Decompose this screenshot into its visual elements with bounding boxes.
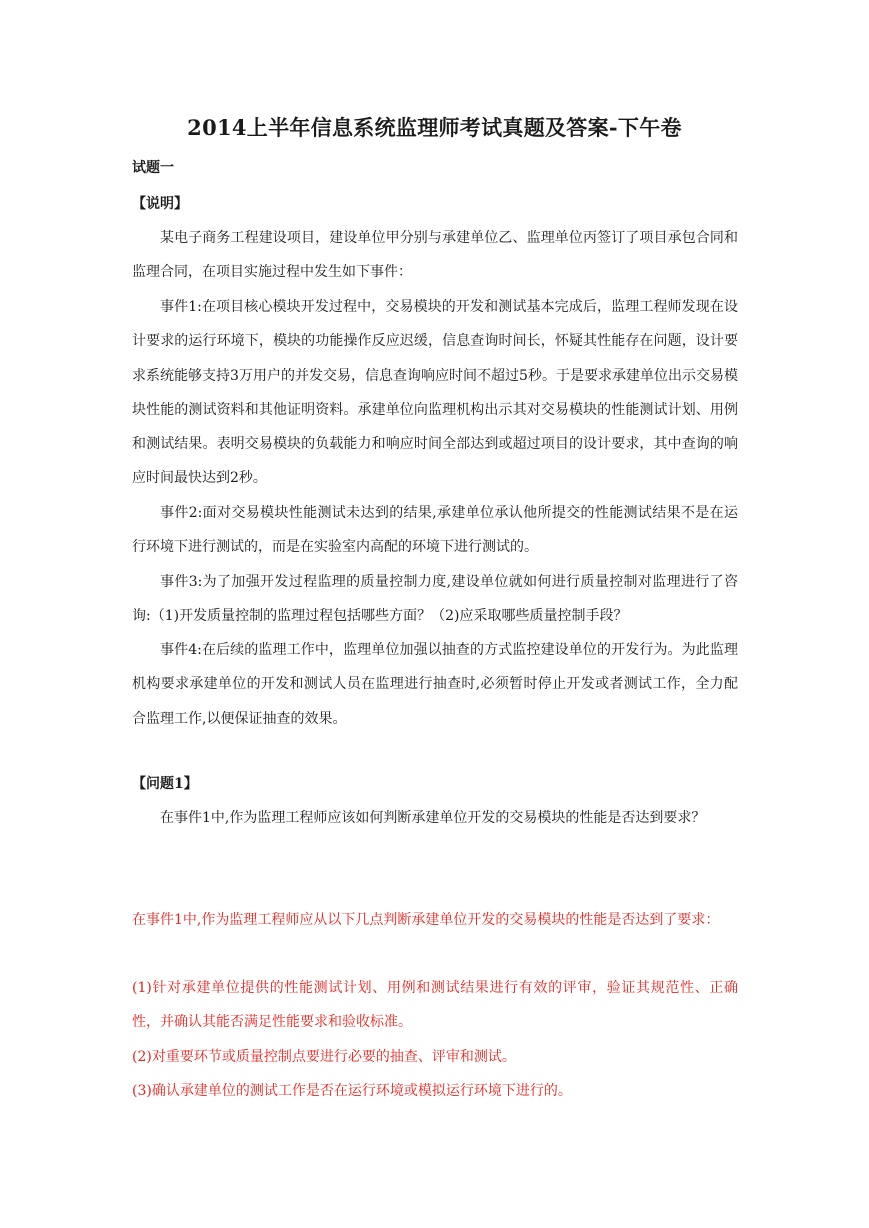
event3-paragraph: 事件3:为了加强开发过程监理的质量控制力度,建设单位就如何进行质量控制对监理进行了咨询:（1)开发质量控制的监理过程包括哪些方面？（2)应采取哪些质量控制手段？ (132, 574, 738, 625)
explanation-label: 【说明】 (132, 196, 188, 212)
section-label: 试题一 (132, 160, 174, 176)
event4-paragraph: 事件4:在后续的监理工作中，监理单位加强以抽查的方式监控建设单位的开发行为。为此监理机构要求承建单位的开发和测试人员在监理进行抽查时,必须暂时停止开发或者测试工作，全力配合监理工作,以便保证抽查的效果。 (132, 642, 738, 727)
event2-paragraph: 事件2:面对交易模块性能测试未达到的结果,承建单位承认他所提交的性能测试结果不是在运行环境下进行测试的，而是在实验室内高配的环境下进行测试的。 (132, 505, 738, 556)
answer-intro: 在事件1中,作为监理工程师应从以下几点判断承建单位开发的交易模块的性能是否达到了要求： (132, 912, 720, 928)
answer-item-1: (1)针对承建单位提供的性能测试计划、用例和测试结果进行有效的评审，验证其规范性、正确性，并确认其能否满足性能要求和验收标准。 (132, 980, 738, 1031)
intro-paragraph: 某电子商务工程建设项目，建设单位甲分别与承建单位乙、监理单位丙签订了项目承包合同和监理合同，在项目实施过程中发生如下事件： (132, 230, 738, 281)
answer-item-2: (2)对重要环节或质量控制点要进行必要的抽查、评审和测试。 (132, 1049, 516, 1065)
event1-paragraph: 事件1:在项目核心模块开发过程中，交易模块的开发和测试基本完成后，监理工程师发现在设计要求的运行环境下，模块的功能操作反应迟缓，信息查询时间长，怀疑其性能存在问题，设计要求系统能够支持3万用户的并发交易，信息查询响应时间不超过5秒。于是要求承建单位出示交易模块性能的测试资料和其他证明资料。承建单位向监理机构出示其对交易模块的性能测试计划、用例和测试结果。表明交易模块的负载能力和响应时间全部达到或超过项目的设计要求，其中查询的响应时间最快达到2秒。 (132, 299, 738, 487)
answer-item-3: (3)确认承建单位的测试工作是否在运行环境或模拟运行环境下进行的。 (132, 1083, 572, 1099)
question1-paragraph: 在事件1中,作为监理工程师应该如何判断承建单位开发的交易模块的性能是否达到要求？ (160, 810, 706, 826)
question1-label: 【问题1】 (132, 776, 198, 792)
document-title: 2014上半年信息系统监理师考试真题及答案-下午卷 (187, 115, 682, 140)
